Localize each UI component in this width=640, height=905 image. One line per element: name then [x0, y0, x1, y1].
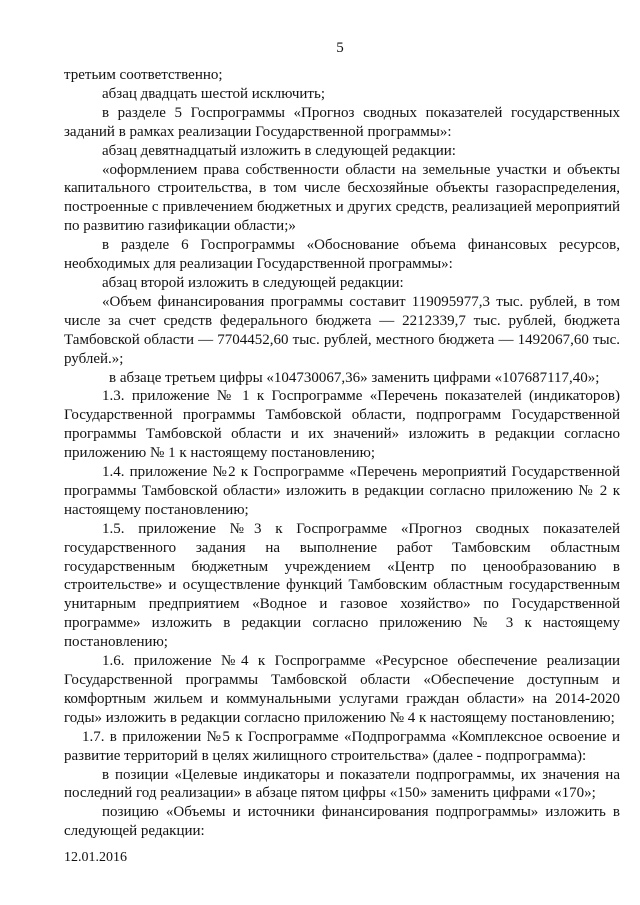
paragraph-1: третьим соответственно;	[64, 67, 223, 83]
paragraph-4: абзац девятнадцатый изложить в следующей редакции:	[102, 142, 456, 159]
paragraph-9: в абзаце третьем цифры «104730067,36» заменить цифрами «107687117,40»;	[109, 369, 600, 386]
page-number: 5	[336, 40, 344, 56]
paragraph-14: 1.7. в приложении №5 к Госпрограмме «Подпрограмма «Комплексное освоение и развитие территорий в целях жилищного строительства» (далее - подпрограмма):	[64, 728, 620, 764]
paragraph-7: абзац второй изложить в следующей редакции:	[102, 274, 404, 291]
paragraph-6: в разделе 6 Госпрограммы «Обоснование объема финансовых ресурсов, необходимых для реализации Государственной программы»:	[64, 237, 620, 273]
paragraph-2: абзац двадцать шестой исключить;	[102, 85, 326, 102]
paragraph-12: 1.5. приложение №3 к Госпрограмме «Прогноз сводных показателей государственного задания на выполнение работ Тамбовским областным государственным бюджетным учреждением «Центр по ценообразованию в строительстве» и осуществление функций Тамбовским областным государственным унитарным предприятием «Водное и газовое хозяйство» по Государственной программе» изложить в редакции согласно приложению № 3 к настоящему постановлению;	[64, 520, 620, 651]
paragraph-11: 1.4. приложение №2 к Госпрограмме «Перечень мероприятий Государственной программы Тамбовской области» изложить в редакции согласно приложению № 2 к настоящему постановлению;	[64, 464, 620, 518]
document-body	[64, 66, 620, 841]
paragraph-8: «Объем финансирования программы составит 119095977,3 тыс. рублей, в том числе за счет средств федерального бюджета — 2212339,7 тыс. рублей, бюджета Тамбовской области — 7704452,60 тыс. рублей, местного бюджета — 1492067,60 тыс. рублей.»;	[64, 293, 620, 367]
paragraph-13: 1.6. приложение №4 к Госпрограмме «Ресурсное обеспечение реализации Государственной программы Тамбовской области «Обеспечение доступным и комфортным жильем и коммунальными услугами граждан области» на 2014-2020 годы» изложить в редакции согласно приложению № 4 к настоящему постановлению;	[64, 653, 620, 726]
paragraph-5: «оформлением права собственности области на земельные участки и объекты капитального строительства, в том числе бесхозяйные объекты газораспределения, построенные с привлечением бюджетных и других средств, реализацией мероприятий по развитию газификации области;»	[64, 161, 620, 235]
paragraph-16: позицию «Объемы и источники финансирования подпрограммы» изложить в следующей редакции:	[64, 804, 620, 840]
document-date: 12.01.2016	[64, 850, 127, 865]
paragraph-10: 1.3. приложение № 1 к Госпрограмме «Перечень показателей (индикаторов) Государственной программы Тамбовской области, подпрограмм Государственной программы Тамбовской области и их значений» изложить в редакции согласно приложению № 1 к настоящему постановлению;	[64, 388, 620, 462]
paragraph-15: в позиции «Целевые индикаторы и показатели подпрограммы, их значения на последний год реализации» в абзаце пятом цифры «150» заменить цифрами «170»;	[64, 766, 620, 802]
paragraph-3: в разделе 5 Госпрограммы «Прогноз сводных показателей государственных заданий в рамках реализации Государственной программы»:	[64, 104, 620, 140]
